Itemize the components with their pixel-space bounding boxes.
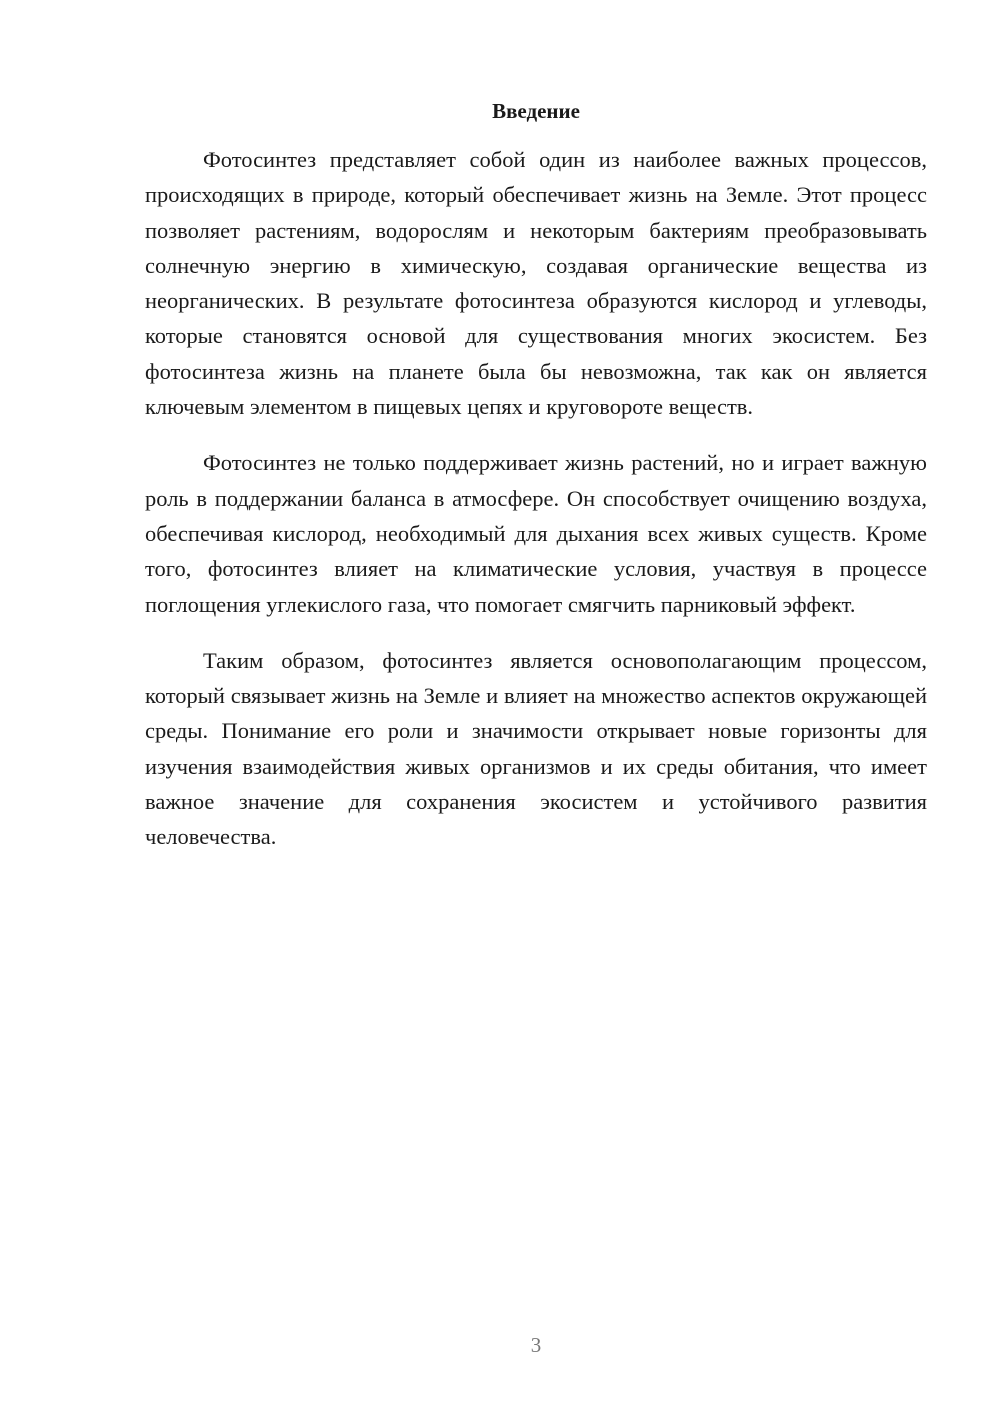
section-heading: Введение bbox=[492, 99, 580, 123]
body-text bbox=[145, 142, 927, 876]
paragraph-3: Таким образом, фотосинтез является основополагающим процессом, который связывает жизнь на Земле и влияет на множество аспектов окружающей среды. Понимание его роли и значимости открывает новые горизонты для изучения взаимодействия живых организмов и их среды обитания, что имеет важное значение для сохранения экосистем и устойчивого развития человечества. bbox=[145, 647, 927, 850]
paragraph-2: Фотосинтез не только поддерживает жизнь растений, но и играет важную роль в поддержании баланса в атмосфере. Он способствует очищению воздуха, обеспечивая кислород, необходимый для дыхания всех живых существ. Кроме того, фотосинтез влияет на климатические условия, участвуя в процессе поглощения углекислого газа, что помогает смягчить парниковый эффект. bbox=[145, 450, 927, 617]
paragraph-1: Фотосинтез представляет собой один из наиболее важных процессов, происходящих в природе, который обеспечивает жизнь на Земле. Этот процесс позволяет растениям, водорослям и некоторым бактериям преобразовывать солнечную энергию в химическую, создавая органические вещества из неорганических. В результате фотосинтеза образуются кислород и углеводы, которые становятся основой для существования многих экосистем. Без фотосинтеза жизнь на планете была бы невозможна, так как он является ключевым элементом в пищевых цепях и круговороте веществ. bbox=[145, 147, 927, 420]
page-number: 3 bbox=[530, 1333, 542, 1357]
